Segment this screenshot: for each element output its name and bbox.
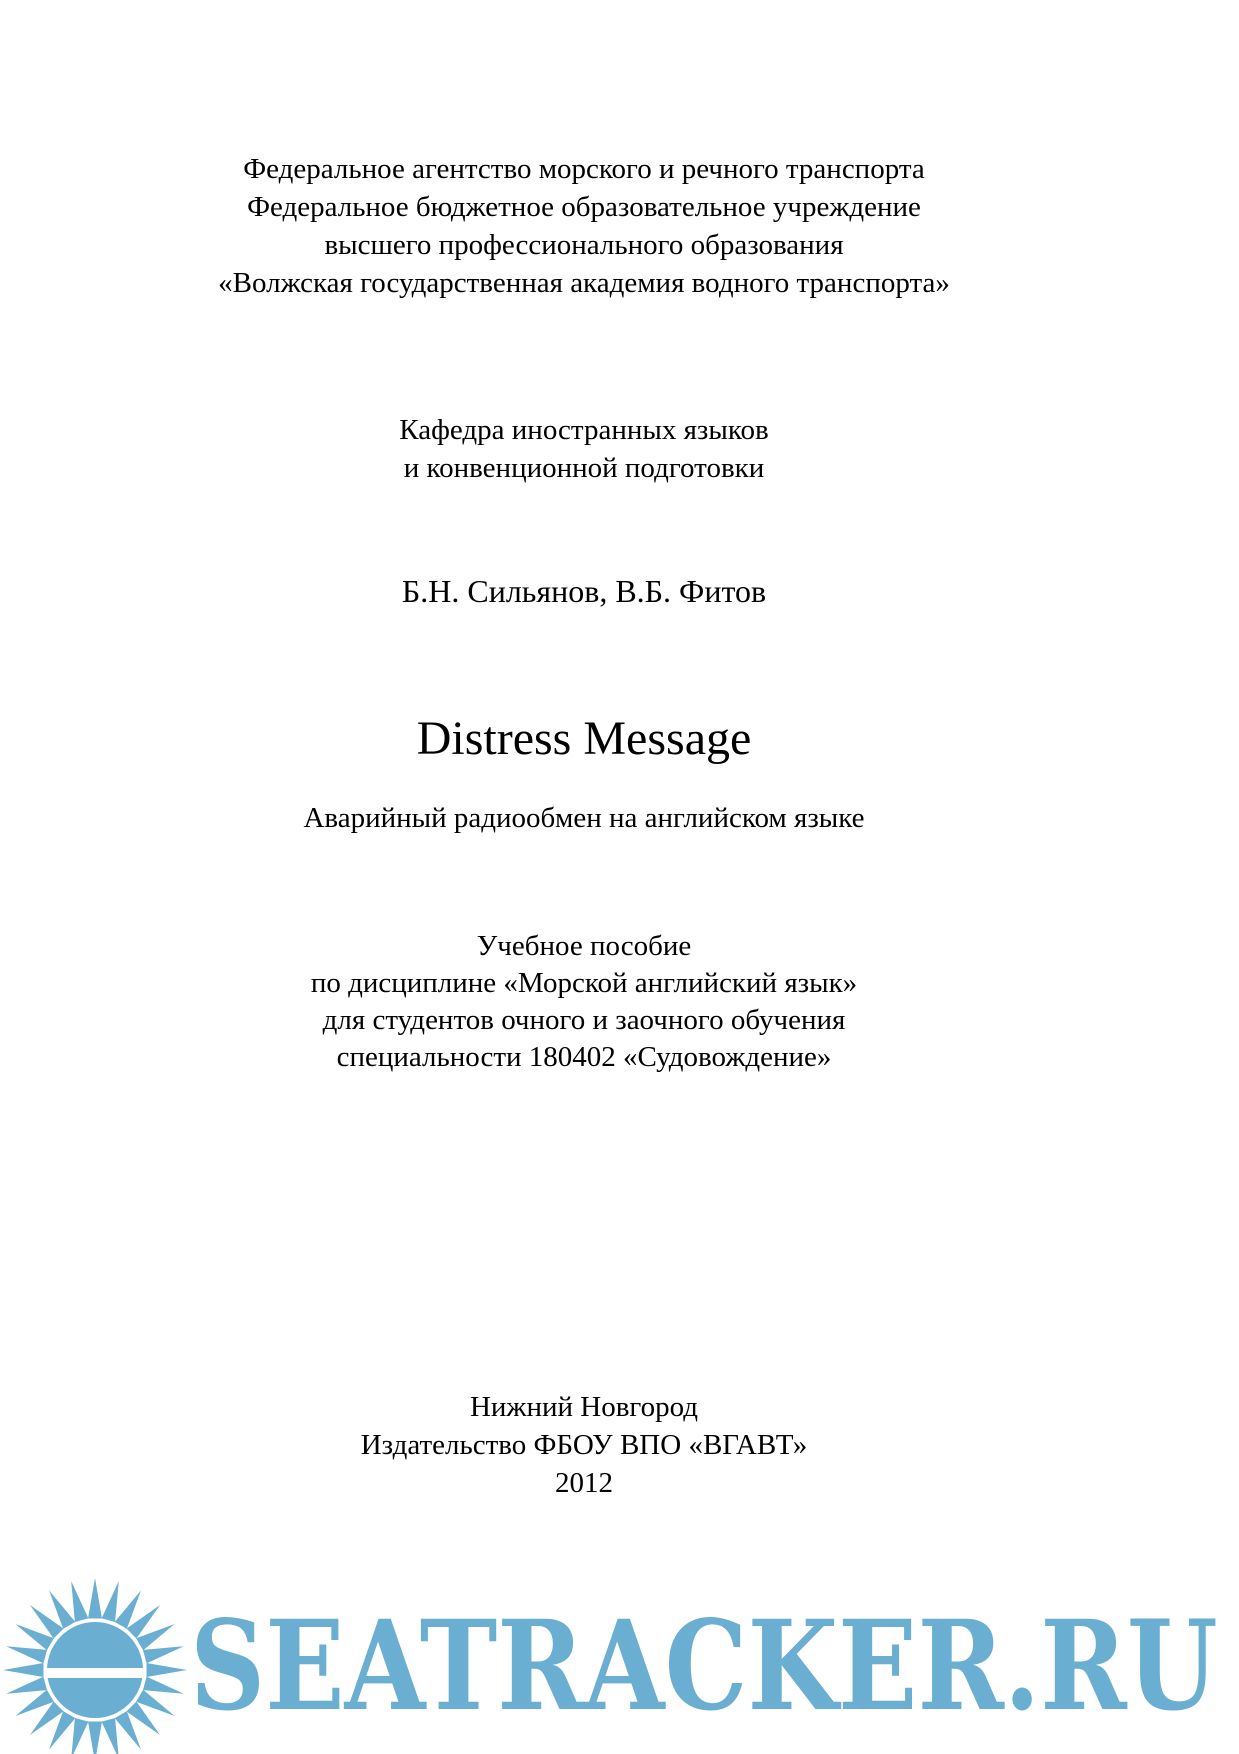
imprint [0,1388,1168,1502]
institution-line-3: высшего профессионального образования [324,229,844,261]
sun-ray [143,1677,184,1694]
department-heading [0,411,1168,487]
sun-ray [3,1663,43,1677]
imprint-city: Нижний Новгород [469,1391,699,1423]
purpose-line-1: Учебное пособие [476,930,692,962]
department-line-2: и конвенционной подготовки [403,452,765,484]
authors-line: Б.Н. Сильянов, В.Б. Фитов [401,573,767,609]
title-line: Distress Message [416,712,752,765]
sun-ray [71,1581,88,1622]
sun-ray [147,1663,187,1677]
subtitle-line: Аварийный радиообмен на английском языке [303,802,865,834]
imprint-year: 2012 [555,1467,613,1499]
authors [0,571,1168,611]
imprint-publisher: Издательство ФБОУ ВПО «ВГАВТ» [360,1429,808,1461]
sun-ray [102,1581,119,1622]
institution-line-2: Федеральное бюджетное образовательное учреждение [247,191,921,223]
document-subtitle [0,799,1168,837]
watermark-text: SEATRACKER.RU [190,1594,1218,1739]
sun-ray [88,1722,102,1754]
sun-ray [102,1718,119,1754]
institution-line-4: «Волжская государственная академия водного транспорта» [218,267,950,299]
department-line-1: Кафедра иностранных языков [399,414,769,446]
purpose-line-3: для студентов очного и заочного обучения [322,1004,846,1036]
sun-ray [6,1677,47,1694]
watermark [0,1570,1239,1754]
document-title [0,710,1168,768]
institution-line-1: Федеральное агентство морского и речного транспорта [243,153,925,185]
institution-heading [0,150,1168,302]
purpose-description [0,928,1168,1076]
sun-ray [88,1578,102,1618]
sun-ray [143,1646,184,1663]
sun-logo-icon [0,1570,190,1754]
purpose-line-2: по дисциплине «Морской английский язык» [310,967,858,999]
purpose-line-4: специальности 180402 «Судовождение» [336,1041,832,1073]
sun-ray [71,1718,88,1754]
sun-ray [6,1646,47,1663]
